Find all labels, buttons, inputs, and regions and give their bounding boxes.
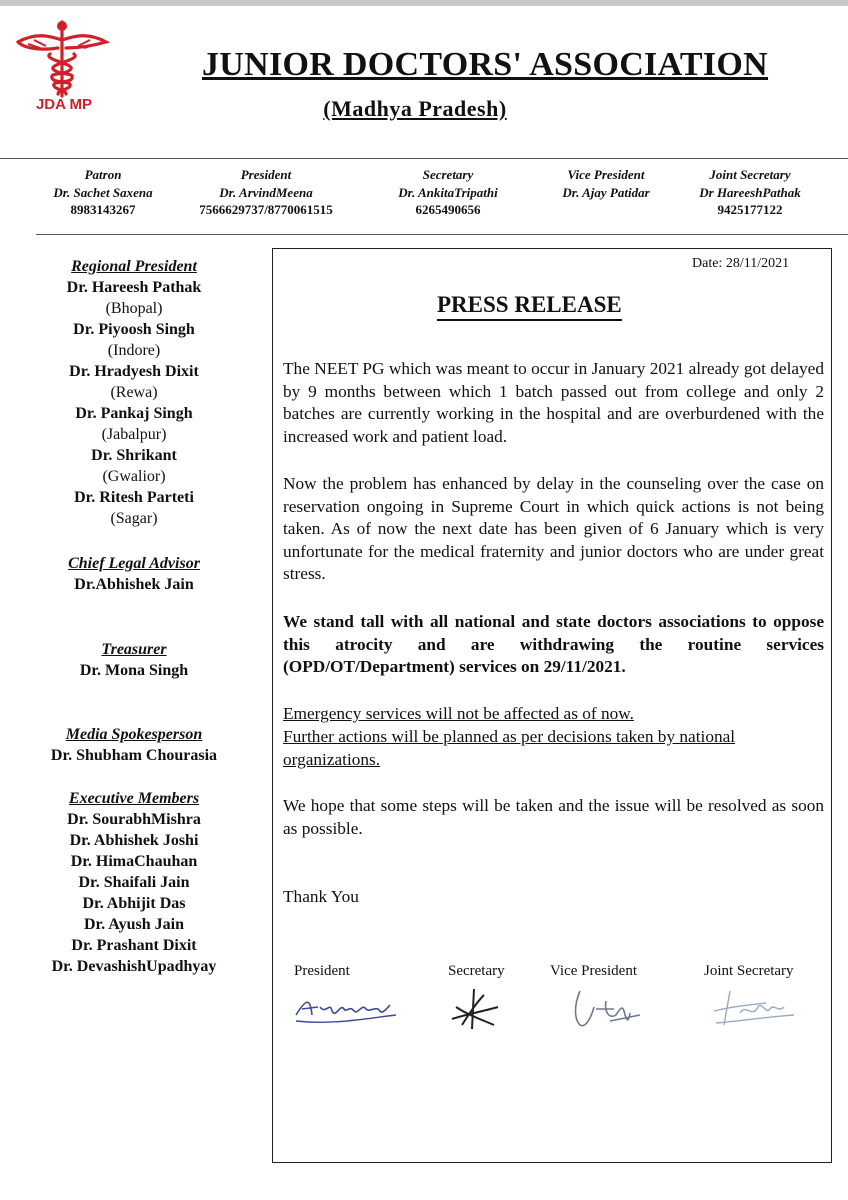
- member-name: Dr. Piyoosh Singh: [73, 321, 195, 338]
- member-city: (Sagar): [110, 510, 158, 527]
- officer-patron: [38, 166, 168, 219]
- paragraph-neet-delay: The NEET PG which was meant to occur in January 2021 already got delayed by 9 months between which 1 batch passed out from college and only 2 batches are currently working in the hospital and are overburdened with the increased work and patient load.: [283, 359, 824, 446]
- officer-phone: 9425177122: [717, 202, 783, 217]
- officer-role: President: [240, 167, 292, 182]
- officer-phone: 6265490656: [415, 202, 481, 217]
- logo-text: JDA MP: [35, 96, 93, 113]
- closing-thank-you: Thank You: [283, 887, 359, 906]
- officer-name: Dr. Sachet Saxena: [53, 184, 153, 200]
- executive-members: [16, 788, 252, 977]
- member-name: Dr. DevashishUpadhyay: [51, 958, 217, 975]
- paragraph-counseling-delay: Now the problem has enhanced by delay in the counseling over the case on reservation ongoing in Supreme Court in which quick actions is not being taken. As of now the next date has been given of 6 January which is very unfortunate for the medical fraternity and junior doctors who are under great stress.: [283, 474, 824, 583]
- member-name: Dr. Hareesh Pathak: [66, 279, 202, 296]
- officer-vice-president: [540, 166, 672, 201]
- member-name: Dr. Pankaj Singh: [75, 405, 193, 422]
- officer-role: Patron: [84, 167, 122, 182]
- member-name: Dr. Shrikant: [91, 447, 177, 464]
- release-date: Date: 28/11/2021: [692, 256, 790, 271]
- press-release-title: PRESS RELEASE: [437, 292, 622, 321]
- secretary-signature-icon: [444, 985, 504, 1035]
- member-name: Dr. SourabhMishra: [67, 811, 201, 828]
- member-name: Dr. HimaChauhan: [70, 853, 198, 870]
- organization-subtitle: (Madhya Pradesh): [323, 96, 507, 121]
- member-city: (Gwalior): [102, 468, 166, 485]
- officer-name: Dr. AnkitaTripathi: [398, 184, 498, 200]
- member-name: Dr. Mona Singh: [79, 662, 189, 679]
- member-city: (Jabalpur): [101, 426, 167, 443]
- member-name: Dr. Ayush Jain: [83, 916, 185, 933]
- officer-name: Dr. ArvindMeena: [219, 184, 313, 200]
- member-city: (Bhopal): [105, 300, 163, 317]
- regional-presidents: [16, 256, 252, 529]
- vice-president-signature-icon: [570, 985, 650, 1035]
- section-heading: Chief Legal Advisor: [68, 555, 200, 572]
- officer-phone: 8983143267: [70, 202, 136, 217]
- member-city: (Rewa): [110, 384, 158, 401]
- officer-president: [186, 166, 346, 219]
- officer-role: Secretary: [422, 167, 474, 182]
- section-heading: Executive Members: [68, 790, 200, 807]
- officer-role: Joint Secretary: [709, 167, 791, 182]
- further-actions-note: [283, 726, 824, 771]
- member-name: Dr. Prashant Dixit: [71, 937, 197, 954]
- officer-phone: 7566629737/8770061515: [199, 202, 333, 217]
- member-name: Dr.Abhishek Jain: [74, 576, 194, 593]
- officer-joint-secretary: [680, 166, 820, 219]
- treasurer: [16, 639, 252, 681]
- signatory-label-vice-president: Vice President: [550, 963, 637, 979]
- member-name: Dr. Abhishek Joshi: [69, 832, 199, 849]
- officer-secretary: [378, 166, 518, 219]
- officer-name: Dr. Ajay Patidar: [562, 184, 650, 200]
- member-name: Dr. Abhijit Das: [82, 895, 186, 912]
- section-heading: Treasurer: [101, 641, 167, 658]
- joint-secretary-signature-icon: [710, 985, 800, 1035]
- paragraph-withdrawal-notice: We stand tall with all national and state doctors associations to oppose this atrocity and are withdrawing the routine services (OPD/OT/Department) services on 29/11/2021.: [283, 612, 824, 676]
- member-city: (Indore): [107, 342, 161, 359]
- paragraph-hope: We hope that some steps will be taken and the issue will be resolved as soon as possible.: [283, 796, 824, 838]
- emergency-services-note: [283, 703, 824, 726]
- section-heading: Regional President: [71, 258, 197, 275]
- header-divider: [0, 158, 848, 159]
- signatory-label-joint-secretary: Joint Secretary: [704, 963, 794, 979]
- section-heading: Media Spokesperson: [65, 726, 203, 743]
- top-border: [0, 0, 848, 6]
- president-signature-icon: [292, 985, 402, 1035]
- chief-legal-advisor: [16, 553, 252, 595]
- signatory-label-president: President: [294, 963, 350, 979]
- officer-name: Dr HareeshPathak: [699, 184, 801, 200]
- officer-role: Vice President: [567, 167, 645, 182]
- member-name: Dr. Hradyesh Dixit: [69, 363, 199, 380]
- organization-title: JUNIOR DOCTORS' ASSOCIATION: [201, 46, 769, 83]
- member-name: Dr. Ritesh Parteti: [74, 489, 194, 506]
- member-name: Dr. Shaifali Jain: [78, 874, 190, 891]
- media-spokesperson: [16, 724, 252, 766]
- member-name: Dr. Shubham Chourasia: [50, 747, 218, 764]
- further-actions-text: Further actions will be planned as per decisions taken by national organizations.: [283, 727, 736, 769]
- emergency-services-text: Emergency services will not be affected as of now.: [283, 704, 634, 723]
- officers-divider: [36, 234, 848, 235]
- signatory-label-secretary: Secretary: [448, 963, 505, 979]
